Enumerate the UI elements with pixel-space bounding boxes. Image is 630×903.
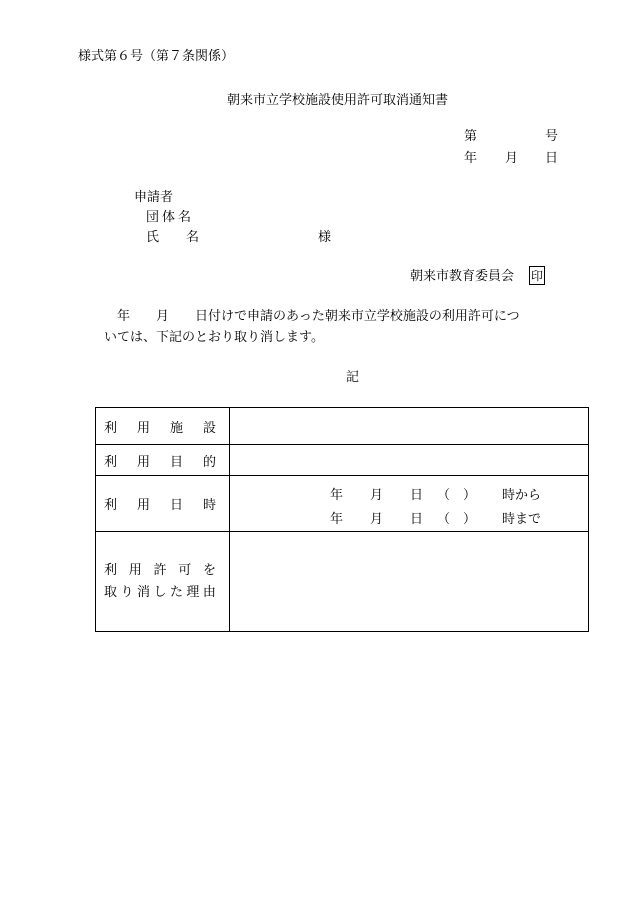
reason-label-char: 許 [153,562,167,578]
facility-label-char: 利 [104,420,118,436]
facility-value-cell[interactable] [230,408,589,445]
purpose-label-char: 的 [202,454,216,470]
reason-label-char: 由 [202,584,216,600]
date-year-label: 年 [464,151,478,166]
name-label-second: 名 [186,230,200,245]
to-time-label: 時まで [502,511,542,527]
name-label-first: 氏 [146,230,160,245]
body-text-line1: 年 月 日付けで申請のあった朝来市立学校施設の利用許可につ [104,309,520,324]
doc-number-prefix: 第 [464,129,478,144]
reason-label-line1 [104,560,216,582]
datetime-label-char: 用 [136,498,150,513]
facility-label-cell [96,408,230,445]
reason-label-char: 理 [186,584,200,600]
datetime-label-char: 日 [169,498,183,513]
datetime-label-char: 時 [202,498,216,513]
org-name-label: 団体名 [146,210,195,225]
facility-label-char: 用 [136,420,150,436]
facility-label-char: 設 [202,420,216,436]
reason-label-char: し [153,584,167,600]
reason-label-char: を [202,562,216,578]
datetime-label-cell [96,476,230,532]
ki-heading: 記 [346,370,360,385]
purpose-label-char: 用 [136,454,150,470]
to-day-label: 日 [410,511,424,527]
doc-number-suffix: 号 [545,129,559,144]
date-month-label: 月 [505,151,519,166]
reason-label-char: 取 [104,584,118,600]
from-time-label: 時から [502,487,542,503]
reason-label-char: 可 [178,562,192,578]
table-row-reason [96,532,589,632]
reason-label-char: 利 [104,562,118,578]
reason-label-char: 消 [136,584,150,600]
from-year-label: 年 [330,487,344,503]
reason-label-char: 用 [128,562,142,578]
reason-label-char: た [169,584,183,600]
table-row-facility [96,408,589,445]
to-year-label: 年 [330,511,344,527]
reason-label-char: り [120,584,134,600]
table-row-purpose [96,445,589,476]
to-weekday-paren: （ ） [437,511,477,527]
datetime-value-cell[interactable] [230,476,589,532]
issuer-name: 朝来市教育委員会 [410,269,515,284]
from-weekday-paren: （ ） [437,487,477,503]
document-title: 朝来市立学校施設使用許可取消通知書 [227,93,449,108]
detail-table [95,407,589,632]
from-month-label: 月 [370,487,384,503]
purpose-label-cell [96,445,230,476]
reason-value-cell[interactable] [230,532,589,632]
datetime-from-line [230,480,588,504]
table-row-datetime [96,476,589,532]
date-day-label: 日 [545,151,559,166]
to-month-label: 月 [370,511,384,527]
reason-label-cell [96,532,230,632]
applicant-heading: 申請者 [134,190,174,205]
purpose-value-cell[interactable] [230,445,589,476]
facility-label-char: 施 [169,420,183,436]
datetime-to-line [230,504,588,528]
reason-label-line2 [104,582,216,604]
purpose-label-char: 目 [169,454,183,470]
seal-mark: 印 [529,266,545,285]
form-number: 様式第６号（第７条関係） [78,49,235,64]
datetime-label-char: 利 [104,498,118,513]
body-text-line2: いては、下記のとおり取り消します。 [104,330,324,345]
purpose-label-char: 利 [104,454,118,470]
from-day-label: 日 [410,487,424,503]
honorific-sama: 様 [318,230,332,245]
